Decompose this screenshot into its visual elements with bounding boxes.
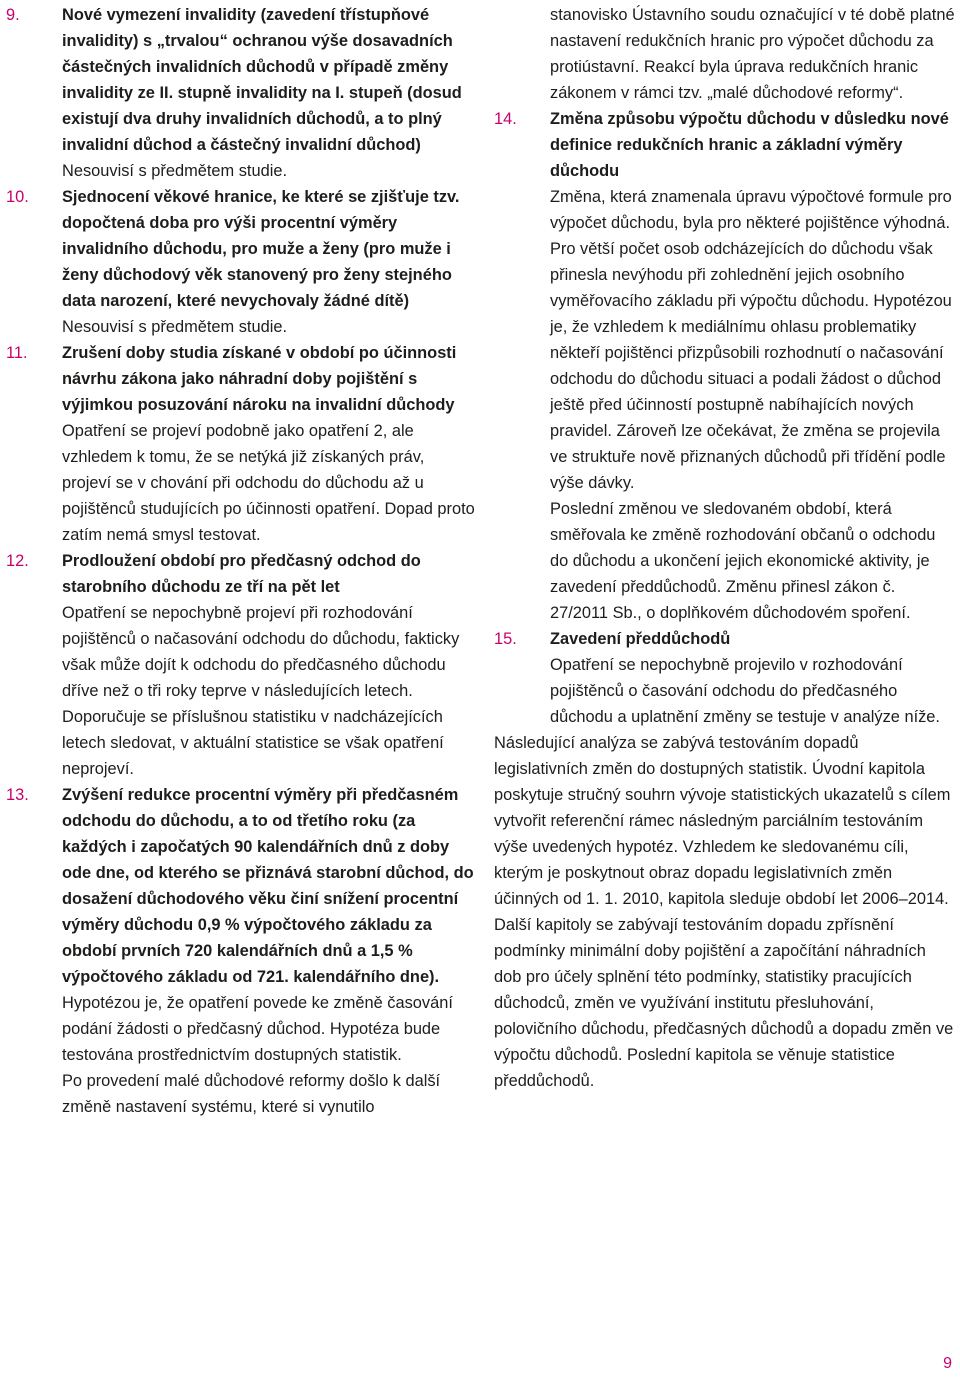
item-text: Nesouvisí s předmětem studie.	[62, 162, 288, 180]
list-item-12	[6, 548, 476, 782]
list-item-13	[6, 782, 476, 1120]
item-heading: Sjednocení věkové hranice, ke které se zjišťuje tzv. dopočtená doba pro výši procentní výměry invalidního důchodu, pro muže a ženy (pro muže i ženy důchodový věk stanovený pro ženy stejného data narození, které nevychovaly žádné dítě)	[62, 188, 460, 310]
item-heading: Změna způsobu výpočtu důchodu v důsledku nové definice redukčních hranic a základní výměry důchodu	[550, 110, 949, 180]
item-text: Po provedení malé důchodové reformy došlo k další změně nastavení systému, které si vynutilo	[62, 1072, 441, 1116]
item-heading: Prodloužení období pro předčasný odchod do starobního důchodu ze tří na pět let	[62, 552, 421, 596]
item-text: Hypotézou je, že opatření povede ke změně časování podání žádosti o předčasný důchod. Hypotéza bude testována prostřednictvím dostupných statistik.	[62, 994, 453, 1064]
continuation-block	[494, 2, 956, 106]
item-heading: Zavedení předdůchodů	[550, 630, 731, 648]
page-number: 9	[943, 1355, 952, 1372]
list-item-9	[6, 2, 476, 184]
item-number: 13.	[6, 786, 29, 804]
item-number: 9.	[6, 6, 20, 24]
item-number: 10.	[6, 188, 29, 206]
item-number: 15.	[494, 630, 517, 648]
list-item-15	[494, 626, 956, 730]
item-text: Opatření se nepochybně projevilo v rozhodování pojištěnců o časování odchodu do předčasného důchodu a uplatnění změny se testuje v analýze níže.	[550, 656, 940, 726]
item-heading: Zvýšení redukce procentní výměry při předčasném odchodu do důchodu, a to od třetího roku (za každých i započatých 90 kalendářních dnů z doby ode dne, od kterého se přiznává starobní důchod, do dosažení důchodového věku činí snížení procentní výměry důchodu 0,9 % výpočtového základu za období prvních 720 kalendářních dnů a 1,5 % výpočtového základu od 721. kalendářního dne).	[62, 786, 474, 986]
list-item-14	[494, 106, 956, 626]
continuation-text: stanovisko Ústavního soudu označující v té době platné nastavení redukčních hranic pro výpočet důchodu za protiústavní. Reakcí byla úprava redukčních hranic zákonem v rámci tzv. „malé důchodové reformy“.	[550, 6, 955, 102]
item-text: Poslední změnou ve sledovaném období, která směřovala ke změně rozhodování občanů o odchodu do důchodu a ukončení jejich ekonomické aktivity, je zavedení předdůchodů. Změnu přinesl zákon č. 27/2011 Sb., o doplňkovém důchodovém spoření.	[550, 500, 936, 622]
item-number: 11.	[6, 344, 28, 362]
item-text: Změna, která znamenala úpravu výpočtové formule pro výpočet důchodu, byla pro některé pojištěnce výhodná. Pro větší počet osob odcházejících do důchodu však přinesla nevýhodu při zohlednění jejich osobního vyměřovacího základu při výpočtu důchodu. Hypotézou je, že vzhledem k mediálnímu ohlasu problematiky někteří pojištěnci přizpůsobili rozhodnutí o načasování odchodu do důchodu situaci a podali žádost o důchod ještě před účinností postupně nabíhajících nových pravidel. Zároveň lze očekávat, že změna se projevila ve struktuře nově přiznaných důchodů při třídění podle výše dávky.	[550, 188, 952, 492]
closing-paragraph: Následující analýza se zabývá testováním dopadů legislativních změn do dostupných statistik. Úvodní kapitola poskytuje stručný souhrn vývoje statistických ukazatelů s cílem vytvořit referenční rámec následným parciálním testováním výše uvedených hypotéz. Vzhledem ke sledovanému cíli, kterým je poskytnout obraz dopadu legislativních změn účinných od 1. 1. 2010, kapitola sleduje období let 2006–2014. Další kapitoly se zabývají testováním dopadu zpřísnění podmínky minimální doby pojištění a započítání náhradních dob pro účely splnění této podmínky, statistiky pracujících důchodců, změn ve využívání institutu přesluhování, polovičního důchodu, předčasných důchodů a dopadu změn ve výpočtu důchodů. Poslední kapitola se věnuje statistice předdůchodů.	[494, 734, 954, 1090]
right-column	[494, 2, 956, 1094]
item-text: Nesouvisí s předmětem studie.	[62, 318, 288, 336]
item-number: 14.	[494, 110, 517, 128]
item-heading: Zrušení doby studia získané v období po účinnosti návrhu zákona jako náhradní doby pojištění s výjimkou posuzování nároku na invalidní důchody	[62, 344, 457, 414]
item-number: 12.	[6, 552, 29, 570]
item-heading: Nové vymezení invalidity (zavedení třístupňové invalidity) s „trvalou“ ochranou výše dosavadních částečných invalidních důchodů v případě změny invalidity ze II. stupně invalidity na I. stupeň (dosud existují dva druhy invalidních důchodů, a to plný invalidní důchod a částečný invalidní důchod)	[62, 6, 462, 154]
item-text: Opatření se projeví podobně jako opatření 2, ale vzhledem k tomu, že se netýká již získaných práv, projeví se v chování při odchodu do důchodu až u pojištěnců studujících po účinnosti opatření. Dopad proto zatím nemá smysl testovat.	[62, 422, 475, 544]
list-item-11	[6, 340, 476, 548]
item-text: Opatření se nepochybně projeví při rozhodování pojištěnců o načasování odchodu do důchodu, fakticky však může dojít k odchodu do předčasného důchodu dříve než o tři roky teprve v následujících letech. Doporučuje se příslušnou statistiku v nadcházejících letech sledovat, v aktuální statistice se však opatření neprojeví.	[62, 604, 460, 778]
list-item-10	[6, 184, 476, 340]
left-column	[6, 2, 476, 1120]
